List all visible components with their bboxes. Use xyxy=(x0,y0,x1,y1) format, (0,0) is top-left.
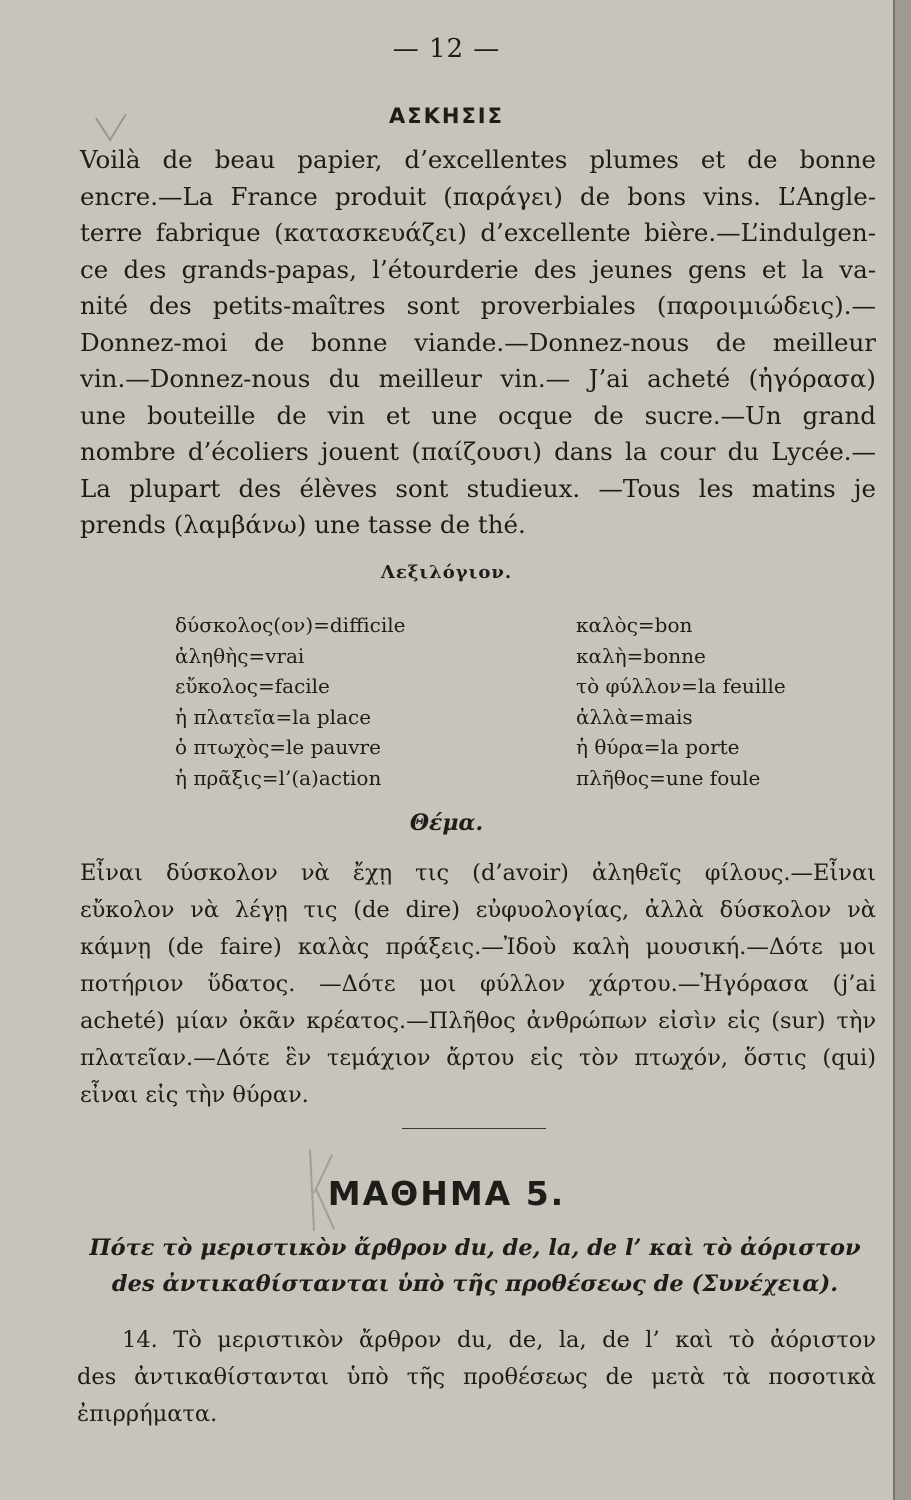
vocabulary-entry: εὔκολος=facile xyxy=(175,674,330,698)
thema-line: ποτήριον ὕδατος. —Δότε μοι φύλλον χάρτου.—Ἠγόρασα (j’ai xyxy=(80,971,876,997)
vocabulary-entry: ἡ θύρα=la porte xyxy=(576,735,740,759)
lesson-paragraph-line: des ἀντικαθίστανται ὑπὸ τῆς προθέσεως de μετὰ τὰ ποσοτικὰ xyxy=(77,1364,876,1390)
exercise-line: La plupart des élèves sont studieux. —Tous les matins je xyxy=(80,473,876,503)
pencil-mark-icon xyxy=(92,110,132,150)
thema-line: εἶναι εἰς τὴν θύραν. xyxy=(80,1082,309,1108)
exercise-line: Voilà de beau papier, d’excellentes plumes et de bonne xyxy=(80,145,876,174)
lesson-title: ΜΑΘΗΜΑ 5. xyxy=(327,1174,566,1213)
exercise-line: encre.—La France produit (παράγει) de bons vins. L’Angle- xyxy=(80,181,876,211)
pencil-mark-icon xyxy=(300,1145,340,1235)
exercise-line: Donnez-moi de bonne viande.—Donnez-nous de meilleur xyxy=(80,327,876,357)
exercise-line: une bouteille de vin et une ocque de sucre.—Un grand xyxy=(80,400,876,430)
lesson-paragraph xyxy=(77,1322,876,1433)
vocabulary-entry: δύσκολος(ον)=difficile xyxy=(175,613,406,637)
exercise-title: ΑΣΚΗΣΙΣ xyxy=(389,104,504,128)
vocabulary-entry: ἡ πλατεῖα=la place xyxy=(175,704,372,729)
section-divider xyxy=(402,1128,546,1129)
book-spine xyxy=(893,0,911,1500)
vocabulary-entry: πλῆθος=une foule xyxy=(576,765,761,790)
vocabulary-entry: καλὴ=bonne xyxy=(576,643,706,668)
exercise-paragraph xyxy=(80,142,876,544)
vocabulary-entry: τὸ φύλλον=la feuille xyxy=(576,674,786,698)
exercise-line: terre fabrique (κατασκευάζει) d’excellente bière.—L’indulgen- xyxy=(80,218,876,247)
vocabulary-entry: ἀληθὴς=vrai xyxy=(175,643,305,668)
lesson-paragraph-line: 14. Τὸ μεριστικὸν ἄρθρον du, de, la, de l’ καὶ τὸ ἀόριστον xyxy=(122,1327,876,1353)
vocabulary-title: Λεξιλόγιον. xyxy=(380,562,513,583)
exercise-line: nité des petits-maîtres sont proverbiales (παροιμιώδεις).— xyxy=(80,291,876,320)
thema-paragraph xyxy=(80,855,876,1114)
thema-line: Εἶναι δύσκολον νὰ ἔχῃ τις (d’avoir) ἀληθεῖς φίλους.—Εἶναι xyxy=(80,860,876,886)
thema-line: acheté) μίαν ὀκᾶν κρέατος.—Πλῆθος ἀνθρώπων εἰσὶν εἰς (sur) τὴν xyxy=(80,1008,876,1034)
vocabulary-entry: ἀλλὰ=mais xyxy=(576,704,693,729)
exercise-line: vin.—Donnez-nous du meilleur vin.— J’ai acheté (ἠγόρασα) xyxy=(80,364,876,393)
thema-line: εὔκολον νὰ λέγῃ τις (de dire) εὐφυολογίας, ἀλλὰ δύσκολον νὰ xyxy=(80,897,876,923)
vocabulary-left-column xyxy=(175,610,406,793)
vocabulary-entry: ὁ πτωχὸς=le pauvre xyxy=(175,735,381,759)
thema-line: πλατεῖαν.—Δότε ἓν τεμάχιον ἄρτου εἰς τὸν πτωχόν, ὅστις (qui) xyxy=(80,1045,876,1071)
lesson-paragraph-line: ἐπιρρήματα. xyxy=(77,1401,218,1427)
thema-line: κάμνῃ (de faire) καλὰς πράξεις.—Ἰδοὺ καλὴ μουσική.—Δότε μοι xyxy=(80,934,876,960)
vocabulary-right-column xyxy=(576,610,786,793)
lesson-subtitle xyxy=(75,1230,875,1302)
lesson-subtitle-line: des ἀντικαθίστανται ὑπὸ τῆς προθέσεως de (Συνέχεια). xyxy=(111,1271,839,1297)
vocabulary-entry: ἡ πρᾶξις=l’(a)action xyxy=(175,765,382,790)
thema-title: Θέμα. xyxy=(409,810,484,836)
exercise-line: prends (λαμβάνω) une tasse de thé. xyxy=(80,510,526,539)
page-number: — 12 — xyxy=(392,34,501,64)
exercise-line: nombre d’écoliers jouent (παίζουσι) dans la cour du Lycée.— xyxy=(80,437,876,466)
exercise-line: ce des grands-papas, l’étourderie des jeunes gens et la va- xyxy=(80,254,876,284)
lesson-subtitle-line: Πότε τὸ μεριστικὸν ἄρθρον du, de, la, de l’ καὶ τὸ ἀόριστον xyxy=(89,1235,861,1261)
vocabulary-entry: καλὸς=bon xyxy=(576,613,693,637)
